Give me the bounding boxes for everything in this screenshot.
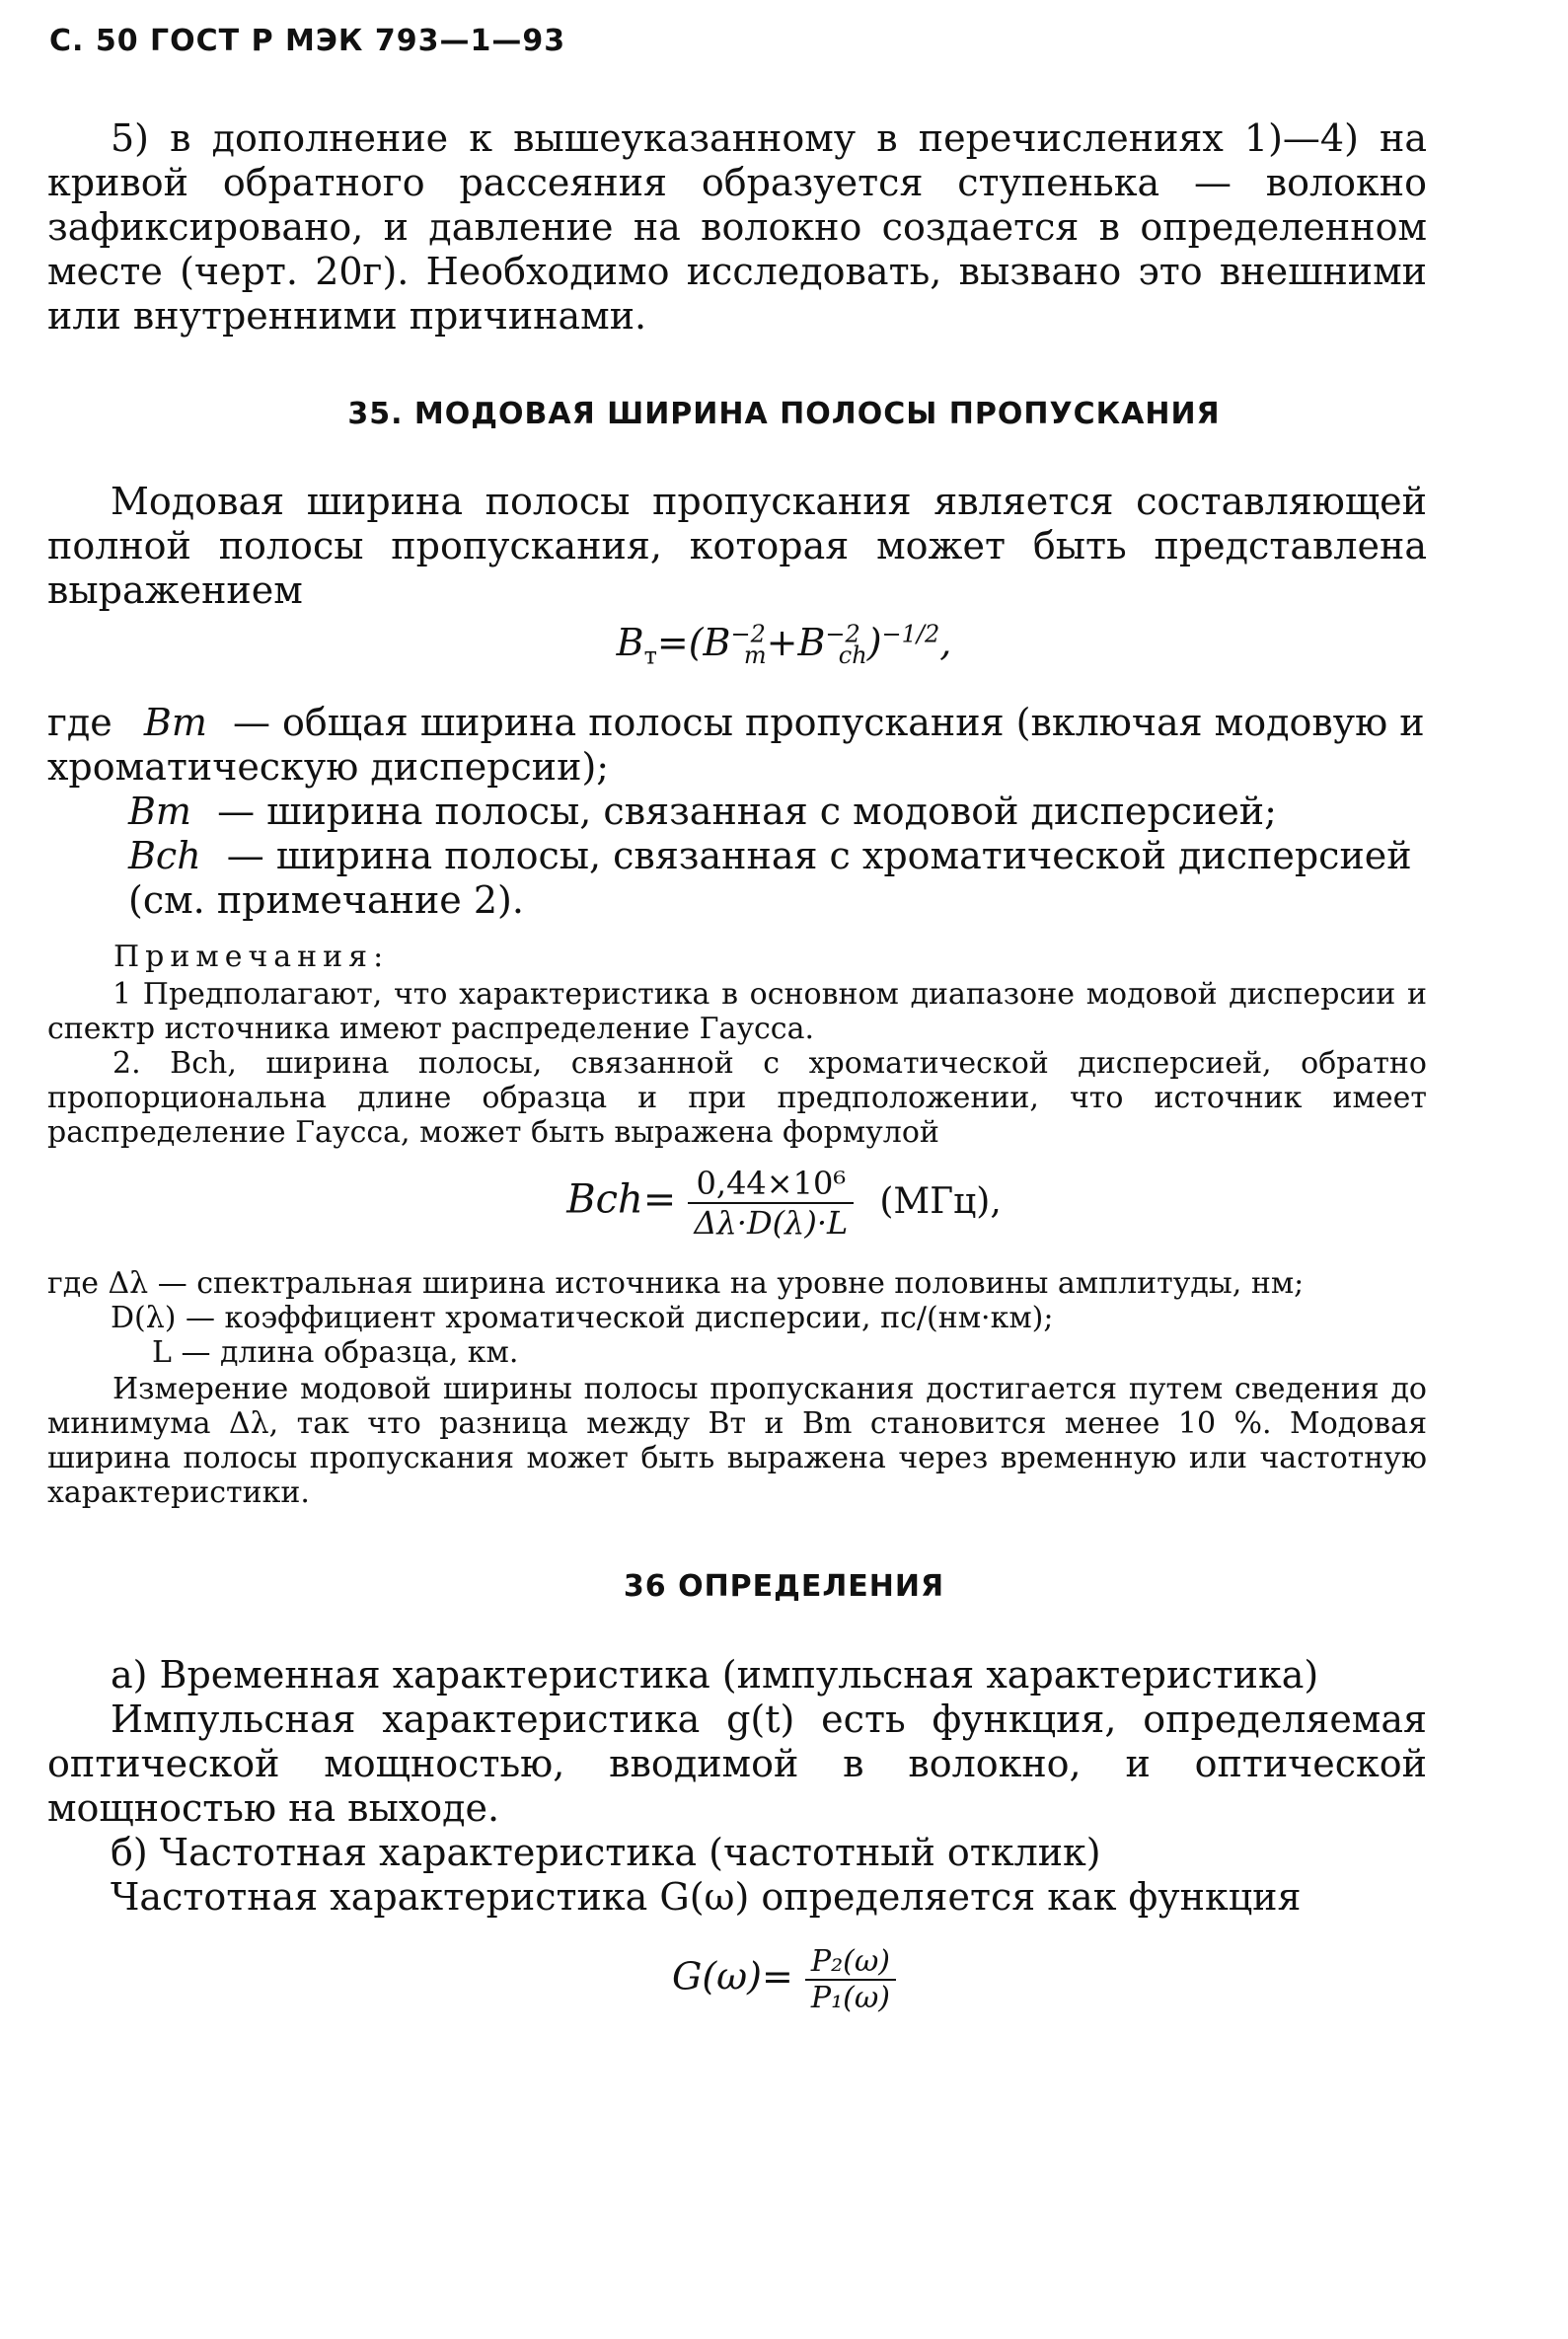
notes-title-text: Примечания: <box>113 940 390 974</box>
section-35-heading: 35. МОДОВАЯ ШИРИНА ПОЛОСЫ ПРОПУСКАНИЯ <box>347 397 1221 431</box>
formula-bch-lhs: Bch= <box>566 1176 677 1223</box>
formula-bch <box>0 1165 1568 1242</box>
section-36-a-title <box>47 1653 1427 1698</box>
formula-bch-denominator: Δλ·D(λ)·L <box>694 1204 849 1242</box>
where-text-bch: — ширина полосы, связанная с хроматической дисперсией (см. примечание 2). <box>128 834 1412 922</box>
note-1 <box>47 977 1427 1046</box>
formula-bandwidth-text: $B_т=(B^{-2}_m+B^{-2}_{ch})^{-1/2}$, <box>616 620 952 670</box>
section-35-intro-text: Модовая ширина полосы пропускания является составляющей полной полосы пропускания, которая может быть представлена выражением <box>47 480 1427 612</box>
where-item-bm <box>128 790 1431 834</box>
formula-bch-unit: (МГц), <box>879 1180 1002 1222</box>
where-symbol-bch: Bch <box>128 834 201 877</box>
formula-g-omega <box>0 1944 1568 2015</box>
measurement-paragraph <box>47 1372 1427 1510</box>
where2-text-length: L — длина образца, км. <box>152 1335 519 1370</box>
where-item-bt <box>47 701 1429 790</box>
formula-g-omega-lhs: G(ω)= <box>671 1954 793 1999</box>
where-text-bt: — общая ширина полосы пропускания (включая модовую и хроматическую дисперсии); <box>47 701 1425 789</box>
section-36-b-text-body: Частотная характеристика G(ω) определяется как функция <box>111 1875 1302 1919</box>
notes-title <box>113 940 1426 974</box>
formula-bandwidth <box>0 620 1568 669</box>
where2-text-dlambda: где Δλ — спектральная ширина источника на уровне половины амплитуды, нм; <box>47 1266 1305 1301</box>
section-36-heading: 36 ОПРЕДЕЛЕНИЯ <box>623 1569 945 1604</box>
measurement-text: Измерение модовой ширины полосы пропускания достигается путем сведения до минимума Δλ, так что разница между Bт и Bm становится менее 10 %. Модовая ширина полосы пропускания может быть выражена через временную или частотную характеристики. <box>47 1372 1427 1510</box>
where-text-bm: — ширина полосы, связанная с модовой дисперсией; <box>217 790 1277 833</box>
section-36-a-title-text: а) Временная характеристика (импульсная характеристика) <box>111 1653 1319 1697</box>
formula-g-omega-numerator: P₂(ω) <box>805 1944 896 1981</box>
formula-g-omega-denominator: P₁(ω) <box>810 1981 891 2015</box>
where2-item-dispersion <box>111 1301 1423 1335</box>
note-2 <box>47 1046 1427 1150</box>
page-header: С. 50 ГОСТ Р МЭК 793—1—93 <box>49 24 566 58</box>
where-item-bch <box>128 834 1431 923</box>
formula-bch-fraction <box>688 1165 854 1242</box>
formula-g-omega-fraction <box>805 1944 896 2015</box>
note-1-text: 1 Предполагают, что характеристика в основном диапазоне модовой дисперсии и спектр источника имеют распределение Гаусса. <box>47 977 1427 1046</box>
where2-item-dlambda <box>47 1266 1427 1301</box>
where2-text-dispersion: D(λ) — коэффициент хроматической дисперсии, пс/(нм·км); <box>111 1301 1054 1335</box>
section-36-b-text <box>47 1875 1427 1920</box>
paragraph-5-text: 5) в дополнение к вышеуказанному в перечислениях 1)—4) на кривой обратного рассеяния образуется ступенька — волокно зафиксировано, и давление на волокно создается в определенном месте (черт. 20г). Необходимо исследовать, вызвано это внешними или внутренними причинами. <box>47 116 1427 338</box>
section-36-a-text-body: Импульсная характеристика g(t) есть функция, определяемая оптической мощностью, вводимой в волокно, и оптической мощностью на выходе. <box>47 1698 1427 1830</box>
section-36-b-title <box>47 1831 1427 1875</box>
where-symbol-bm: Bm <box>128 790 191 833</box>
section-36-a-text <box>47 1698 1427 1831</box>
section-36-b-title-text: б) Частотная характеристика (частотный отклик) <box>111 1831 1101 1874</box>
paragraph-5 <box>47 116 1427 339</box>
note-2-text: 2. Bch, ширина полосы, связанной с хроматической дисперсией, обратно пропорциональна длине образца и при предположении, что источник имеет распределение Гаусса, может быть выражена формулой <box>47 1046 1427 1150</box>
section-35-intro <box>47 480 1427 613</box>
where-prefix: где <box>47 701 112 744</box>
formula-bch-numerator: 0,44×10⁶ <box>688 1165 854 1204</box>
where-symbol-bt: Bт <box>143 701 207 744</box>
where2-item-length <box>152 1335 1425 1370</box>
